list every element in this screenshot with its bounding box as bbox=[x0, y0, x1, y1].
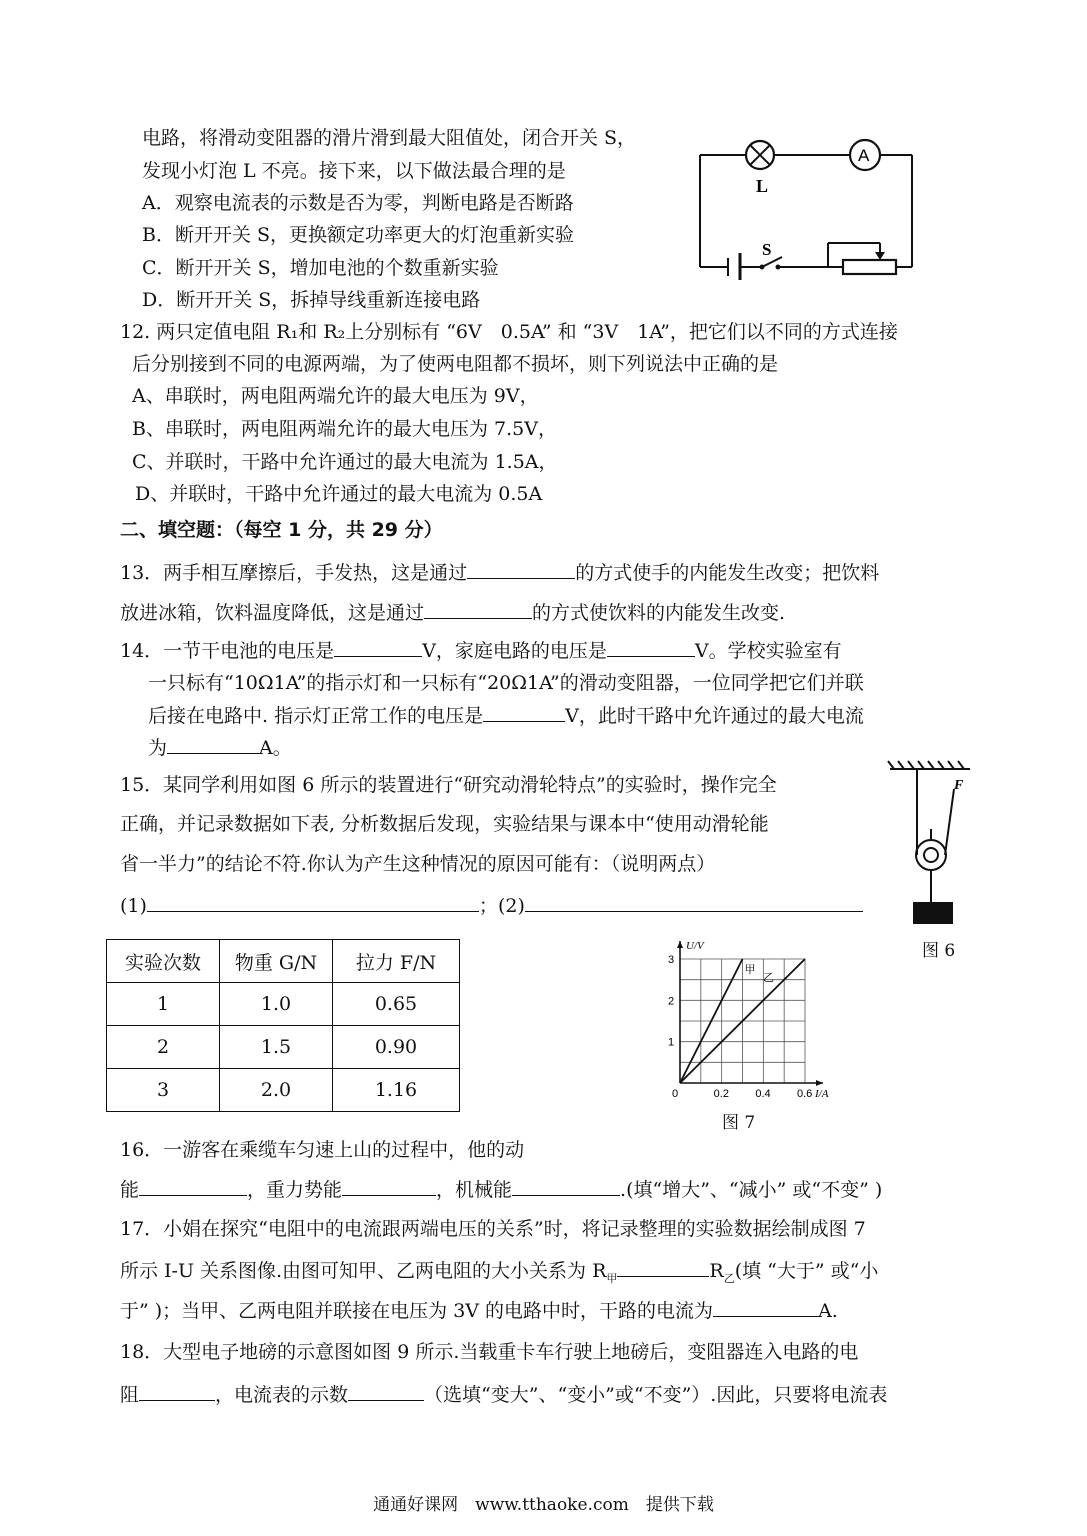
answer-blank[interactable] bbox=[512, 1177, 620, 1196]
y-tick-label: 2 bbox=[668, 995, 675, 1008]
table-header: 拉力 F/N bbox=[333, 940, 460, 983]
fig7-caption: 图 7 bbox=[722, 1113, 756, 1133]
table-cell: 0.65 bbox=[333, 983, 460, 1026]
table-header-row bbox=[107, 940, 460, 983]
x-tick-label: 0.4 bbox=[755, 1088, 771, 1100]
q12-option-d: D、并联时，干路中允许通过的最大电流为 0.5A bbox=[135, 483, 543, 505]
answer-blank[interactable] bbox=[348, 1382, 424, 1401]
circuit-diagram bbox=[690, 130, 920, 280]
x-tick-label: 0.6 bbox=[797, 1088, 813, 1100]
answer-blank[interactable] bbox=[167, 735, 259, 754]
section-title: 二、填空题：（每空 1 分，共 29 分） bbox=[120, 519, 443, 541]
ammeter-label: A bbox=[858, 146, 870, 165]
q17-line2: 所示 I-U 关系图像.由图可知甲、乙两电阻的大小关系为 $R_甲$ $R_乙$(填 “大于” 或“小 bbox=[120, 1260, 879, 1285]
q14-line3: 后接在电路中. 指示灯正常工作的电压是 V，此时干路中允许通过的最大电流 bbox=[148, 705, 864, 727]
series-label: 乙 bbox=[763, 971, 774, 984]
data-table bbox=[106, 939, 460, 1112]
x-tick-label: 0.2 bbox=[713, 1088, 729, 1100]
table-cell: 0.90 bbox=[333, 1026, 460, 1069]
table-row bbox=[107, 1026, 460, 1069]
answer-blank[interactable] bbox=[334, 638, 422, 657]
q14-line4: 为 A。 bbox=[148, 737, 292, 759]
q18-line1: 18．大型电子地磅的示意图如图 9 所示.当载重卡车行驶上地磅后，变阻器连入电路的电 bbox=[120, 1341, 859, 1363]
y-tick-label: 1 bbox=[668, 1036, 675, 1049]
answer-blank[interactable] bbox=[607, 638, 695, 657]
q11-line1: 电路，将滑动变阻器的滑片滑到最大阻值处，闭合开关 S， bbox=[142, 127, 637, 149]
weight-block bbox=[913, 902, 953, 924]
q13-line2: 放进冰箱，饮料温度降低，这是通过 的方式使饮料的内能发生改变. bbox=[120, 602, 786, 624]
q16-line2: 能 ，重力势能 ，机械能 .(填“增大”、“减小” 或“不变” ) bbox=[120, 1179, 883, 1201]
answer-blank[interactable] bbox=[342, 1177, 436, 1196]
answer-blank[interactable] bbox=[139, 1382, 215, 1401]
table-cell: 1.16 bbox=[333, 1069, 460, 1112]
table-header: 物重 G/N bbox=[220, 940, 333, 983]
y-axis-label: U/V bbox=[686, 940, 704, 952]
iu-chart bbox=[660, 925, 840, 1100]
q18-line2: 阻 ，电流表的示数 （选填“变大”、“变小”或“不变”）.因此，只要将电流表 bbox=[120, 1384, 888, 1406]
q14-line2: 一只标有“10Ω1A”的指示灯和一只标有“20Ω1A”的滑动变阻器，一位同学把它们并联 bbox=[148, 672, 864, 694]
table-row bbox=[107, 1069, 460, 1112]
table-cell: 2 bbox=[107, 1026, 220, 1069]
q16-line1: 16．一游客在乘缆车匀速上山的过程中，他的动 bbox=[120, 1139, 525, 1161]
battery-icon bbox=[728, 253, 740, 280]
q15-line4: (1) ；(2) bbox=[120, 893, 863, 918]
q12-option-b: B、串联时，两电阻两端允许的最大电压为 7.5V， bbox=[132, 418, 557, 440]
q12-option-a: A、串联时，两电阻两端允许的最大电压为 9V， bbox=[132, 385, 539, 407]
q13-line1: 13．两手相互摩擦后，手发热，这是通过 的方式使手的内能发生改变；把饮料 bbox=[120, 562, 880, 584]
q15-line1: 15．某同学利用如图 6 所示的装置进行“研究动滑轮特点”的实验时，操作完全 bbox=[120, 774, 777, 796]
table-cell: 1 bbox=[107, 983, 220, 1026]
series-label: 甲 bbox=[744, 963, 756, 976]
fig6-caption: 图 6 bbox=[922, 941, 956, 961]
answer-blank[interactable] bbox=[467, 560, 575, 579]
table-row bbox=[107, 983, 460, 1026]
answer-blank[interactable] bbox=[424, 600, 532, 619]
x-tick-label: 0 bbox=[672, 1088, 679, 1100]
q11-option-b: B．断开开关 S，更换额定功率更大的灯泡重新实验 bbox=[142, 224, 575, 246]
q17-line3: 于” )；当甲、乙两电阻并联接在电压为 3V 的电路中时，干路的电流为 A. bbox=[120, 1300, 838, 1322]
table-cell: 1.0 bbox=[220, 983, 333, 1026]
q14-line1: 14．一节干电池的电压是 V，家庭电路的电压是 V。学校实验室有 bbox=[120, 640, 842, 662]
y-tick-label: 3 bbox=[668, 954, 675, 966]
q11-option-c: C．断开开关 S，增加电池的个数重新实验 bbox=[142, 257, 499, 279]
answer-blank[interactable] bbox=[483, 703, 565, 722]
lamp-label: L bbox=[756, 176, 769, 196]
pulley-figure bbox=[880, 755, 980, 930]
table-cell: 1.5 bbox=[220, 1026, 333, 1069]
force-label: F bbox=[954, 778, 964, 793]
table-cell: 3 bbox=[107, 1069, 220, 1112]
q12-option-c: C、并联时，干路中允许通过的最大电流为 1.5A， bbox=[132, 451, 558, 473]
x-axis-label: I/A bbox=[815, 1088, 829, 1100]
q12-stem1: 12. 两只定值电阻 R₁和 R₂上分别标有 “6V 0.5A” 和 “3V 1A”，把它们以不同的方式连接 bbox=[120, 321, 898, 343]
q11-option-a: A．观察电流表的示数是否为零，判断电路是否断路 bbox=[142, 192, 574, 214]
answer-blank[interactable] bbox=[617, 1258, 709, 1277]
y-axis-arrow bbox=[677, 941, 683, 948]
table-header: 实验次数 bbox=[107, 940, 220, 983]
answer-blank[interactable] bbox=[147, 893, 479, 912]
q11-option-d: D．断开开关 S，拆掉导线重新连接电路 bbox=[142, 289, 481, 311]
q15-line2: 正确，并记录数据如下表, 分析数据后发现，实验结果与课本中“使用动滑轮能 bbox=[120, 813, 769, 835]
q11-line2: 发现小灯泡 L 不亮。接下来，以下做法最合理的是 bbox=[142, 160, 566, 182]
answer-blank[interactable] bbox=[713, 1298, 818, 1317]
table-cell: 2.0 bbox=[220, 1069, 333, 1112]
footer: 通通好课网 www.tthaoke.com 提供下载 bbox=[373, 1495, 714, 1515]
switch-label: S bbox=[762, 240, 772, 259]
q15-line3: 省一半力”的结论不符.你认为产生这种情况的原因可能有：（说明两点） bbox=[120, 853, 716, 875]
q17-line1: 17．小娟在探究“电阻中的电流跟两端电压的关系”时，将记录整理的实验数据绘制成图 7 bbox=[120, 1218, 866, 1240]
answer-blank[interactable] bbox=[139, 1177, 247, 1196]
x-axis-arrow bbox=[816, 1080, 823, 1086]
lamp-icon bbox=[746, 141, 774, 169]
rheostat-icon bbox=[828, 243, 896, 274]
answer-blank[interactable] bbox=[525, 893, 863, 912]
q12-stem2: 后分别接到不同的电源两端，为了使两电阻都不损坏，则下列说法中正确的是 bbox=[132, 353, 779, 375]
